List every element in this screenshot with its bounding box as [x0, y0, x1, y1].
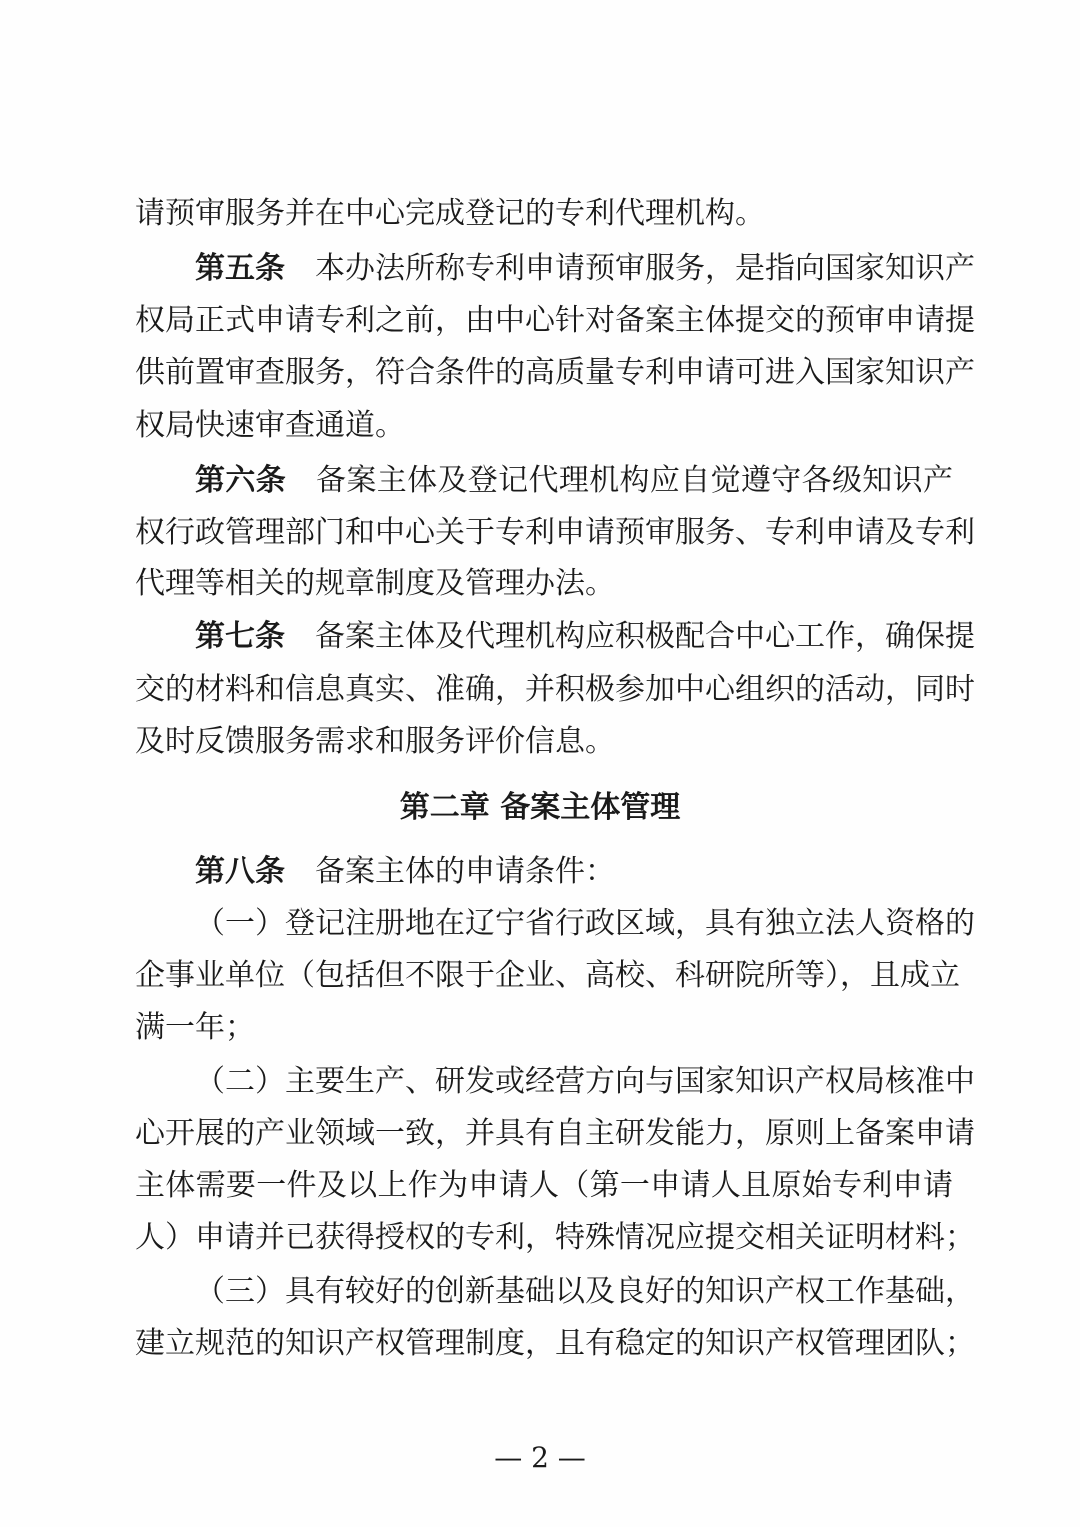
paragraph-line: 及时反馈服务需求和服务评价信息。 — [135, 724, 615, 759]
chapter-heading: 第二章 备案主体管理 — [399, 790, 681, 825]
article-8-label: 第八条 — [195, 854, 285, 889]
paragraph-line: 交的材料和信息真实、准确，并积极参加中心组织的活动，同时 — [135, 672, 975, 707]
paragraph-line: 满一年； — [135, 1010, 255, 1045]
paragraph-line: 人）申请并已获得授权的专利，特殊情况应提交相关证明材料； — [135, 1220, 975, 1255]
paragraph-line: 请预审服务并在中心完成登记的专利代理机构。 — [135, 196, 765, 231]
paragraph-text: 备案主体及代理机构应积极配合中心工作，确保提 — [315, 619, 975, 654]
article-6-label: 第六条 — [195, 463, 287, 498]
paragraph-line: 心开展的产业领域一致，并具有自主研发能力，原则上备案申请 — [135, 1116, 975, 1151]
article-5-first-line — [195, 243, 975, 295]
article-8-first-line — [195, 846, 953, 898]
article-6-first-line — [195, 455, 953, 507]
paragraph-line: 代理等相关的规章制度及管理办法。 — [135, 566, 615, 601]
paragraph-line: 权行政管理部门和中心关于专利申请预审服务、专利申请及专利 — [135, 515, 975, 550]
paragraph-line: 企事业单位（包括但不限于企业、高校、科研院所等），且成立 — [135, 958, 960, 993]
list-item-2-line: （二）主要生产、研发或经营方向与国家知识产权局核准中 — [195, 1064, 975, 1099]
article-5-label: 第五条 — [195, 251, 285, 286]
paragraph-line: 主体需要一件及以上作为申请人（第一申请人且原始专利申请 — [135, 1168, 953, 1203]
paragraph-text: 本办法所称专利申请预审服务，是指向国家知识产 — [315, 251, 975, 286]
paragraph-line: 权局快速审查通道。 — [135, 408, 405, 443]
list-item-1-line: （一）登记注册地在辽宁省行政区域，具有独立法人资格的 — [195, 906, 975, 941]
article-7-label: 第七条 — [195, 619, 285, 654]
page-number: — 2 — — [494, 1441, 586, 1474]
paragraph-line: 建立规范的知识产权管理制度，且有稳定的知识产权管理团队； — [135, 1326, 975, 1361]
article-7-first-line — [195, 611, 975, 663]
paragraph-line: 供前置审查服务，符合条件的高质量专利申请可进入国家知识产 — [135, 355, 975, 390]
paragraph-line: 权局正式申请专利之前，由中心针对备案主体提交的预审申请提 — [135, 303, 975, 338]
list-item-3-line: （三）具有较好的创新基础以及良好的知识产权工作基础， — [195, 1274, 975, 1309]
paragraph-text: 备案主体的申请条件： — [315, 854, 615, 889]
paragraph-text: 备案主体及登记代理机构应自觉遵守各级知识产 — [316, 463, 954, 498]
